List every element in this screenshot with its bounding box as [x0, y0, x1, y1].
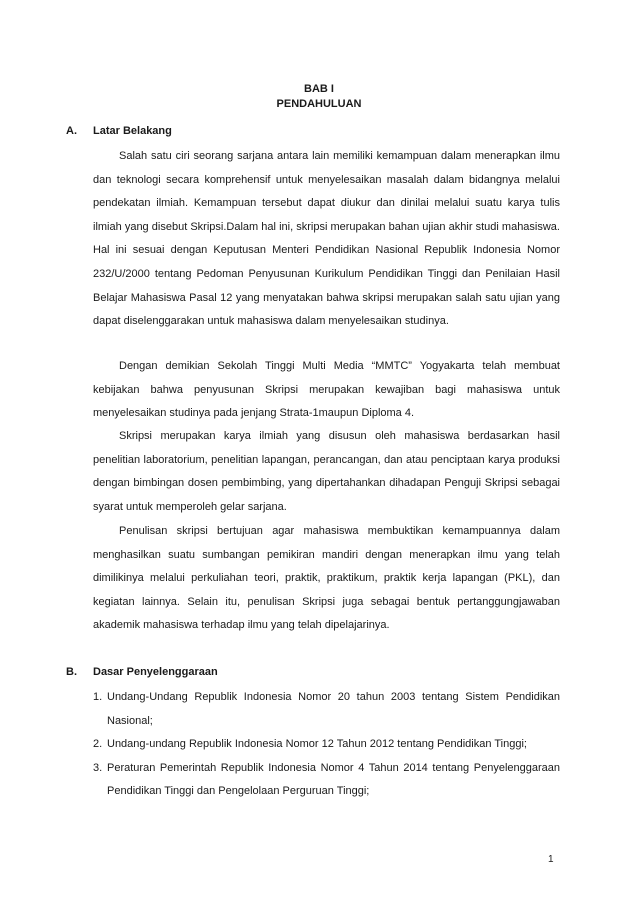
- paragraph-1: Salah satu ciri seorang sarjana antara lain memiliki kemampuan dalam menerapkan ilmu dan teknologi secara komprehensif untuk menyelesaikan masalah dalam bidangnya melalui pendekatan ilmiah. Kemampuan tersebut dapat diukur dan dinilai melalui suatu karya tulis ilmiah yang disebut Skripsi.Dalam hal ini, skripsi merupakan bahan ujian akhir studi mahasiswa. Hal ini sesuai dengan Keputusan Menteri Pendidikan Nasional Republik Indonesia Nomor 232/U/2000 tentang Pedoman Penyusunan Kurikulum Pendidikan Tinggi dan Penilaian Hasil Belajar Mahasiswa Pasal 12 yang menyatakan bahwa skripsi merupakan salah satu ujian yang dapat diselenggarakan untuk mahasiswa dalam menyelesaikan studinya.: [93, 150, 560, 328]
- page-number: 1: [548, 854, 554, 865]
- paragraph-4: Penulisan skripsi bertujuan agar mahasiswa membuktikan kemampuannya dalam menghasilkan suatu sumbangan pemikiran mandiri dengan menerapkan ilmu yang telah dimilikinya melalui perkuliahan teori, praktik, praktikum, praktik kerja lapangan (PKL), dan kegiatan lainnya. Selain itu, penulisan Skripsi juga sebagai bentuk pertanggungjawaban akademik mahasiswa terhadap ilmu yang telah dipelajarinya.: [93, 525, 560, 632]
- section-a-title: Latar Belakang: [93, 125, 172, 137]
- list-item-number: 3.: [93, 761, 103, 774]
- list-item-number: 2.: [93, 738, 103, 751]
- list-item-text: Peraturan Pemerintah Republik Indonesia Nomor 4 Tahun 2014 tentang Penyelenggaraan Pendidikan Tinggi dan Pengelolaan Perguruan Tinggi;: [107, 761, 560, 798]
- paragraph-2: Dengan demikian Sekolah Tinggi Multi Media “MMTC” Yogyakarta telah membuat kebijakan bahwa penyusunan Skripsi merupakan kewajiban bagi mahasiswa untuk menyelesaikan studinya pada jenjang Strata-1maupun Diploma 4.: [93, 360, 560, 420]
- list-item-number: 1.: [93, 691, 103, 703]
- list-item-text: Undang-Undang Republik Indonesia Nomor 20 tahun 2003 tentang Sistem Pendidikan Nasional;: [107, 691, 560, 727]
- list-item: [93, 686, 560, 733]
- list-item: [93, 757, 560, 804]
- list-item-text: Undang-undang Republik Indonesia Nomor 12 Tahun 2012 tentang Pendidikan Tinggi;: [107, 738, 527, 751]
- section-b-heading: [66, 664, 218, 680]
- section-b-marker: B.: [66, 666, 77, 678]
- list-item: [93, 733, 560, 757]
- legal-basis-list: [93, 686, 560, 804]
- chapter-number: BAB I: [304, 83, 334, 95]
- section-a-heading: [66, 123, 172, 139]
- paragraph-3: Skripsi merupakan karya ilmiah yang disusun oleh mahasiswa berdasarkan hasil penelitian laboratorium, penelitian lapangan, perancangan, dan atau penciptaan karya produksi dengan bimbingan dosen pembimbing, yang dipertahankan dihadapan Penguji Skripsi sebagai syarat untuk memperoleh gelar sarjana.: [93, 430, 560, 513]
- chapter-title: PENDAHULUAN: [276, 98, 362, 110]
- section-b-title: Dasar Penyelenggaraan: [93, 666, 218, 678]
- section-a-marker: A.: [66, 125, 77, 137]
